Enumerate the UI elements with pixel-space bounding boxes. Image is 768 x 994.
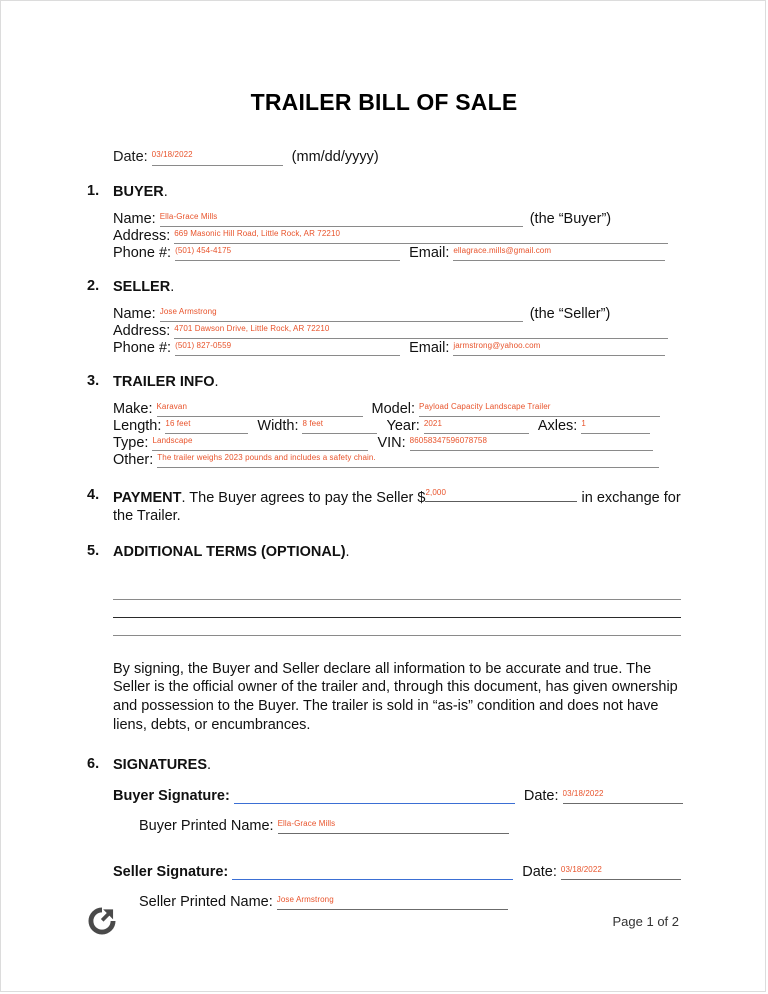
seller-name-tail: (the “Seller”) <box>529 306 611 322</box>
section-payment <box>87 487 681 526</box>
buyer-phone-value: (501) 454-4175 <box>175 246 232 255</box>
seller-fields <box>87 306 681 356</box>
payment-text-before: . The Buyer agrees to pay the Seller $ <box>181 490 426 506</box>
section-additional-terms <box>87 543 681 561</box>
trailer-width-label: Width: <box>257 418 299 434</box>
buyer-phone-field[interactable] <box>175 245 400 261</box>
trailer-make-field[interactable] <box>157 401 363 417</box>
declaration-text: By signing, the Buyer and Seller declare all information to be accurate and true. The Seller is the official owner of the trailer and, through this document, has given ownership and possession to the Buyer. The trailer is sold in “as-is” condition and does not have liens, debts, or encumbrances. <box>113 660 678 733</box>
page-number: Page 1 of 2 <box>612 913 679 929</box>
buyer-email-label: Email: <box>409 245 450 261</box>
circular-arrow-logo-icon <box>87 906 117 936</box>
seller-signature-date-field[interactable] <box>561 864 681 880</box>
trailer-year-label: Year: <box>386 418 420 434</box>
additional-terms-line-3[interactable] <box>113 618 681 636</box>
seller-name-row <box>113 306 681 322</box>
buyer-signature-row <box>113 788 681 804</box>
buyer-name-row <box>113 211 681 227</box>
section-seller <box>87 278 681 296</box>
seller-name-field[interactable] <box>160 306 523 322</box>
section-heading-seller: SELLER. <box>113 279 175 295</box>
seller-email-field[interactable] <box>453 340 665 356</box>
trailer-make-label: Make: <box>113 401 153 417</box>
seller-name-label: Name: <box>113 306 156 322</box>
trailer-axles-field[interactable] <box>581 418 650 434</box>
seller-signature-label: Seller Signature: <box>113 864 229 881</box>
trailer-length-value: 16 feet <box>165 419 191 428</box>
buyer-name-tail: (the “Buyer”) <box>529 211 612 227</box>
seller-address-value: 4701 Dawson Drive, Little Rock, AR 72210 <box>174 324 330 333</box>
trailer-type-value: Landscape <box>152 436 193 445</box>
section-number-payment: 4. <box>87 487 100 503</box>
date-row <box>87 149 681 166</box>
section-heading-trailer: TRAILER INFO. <box>113 374 219 390</box>
trailer-vin-value: 86058347596078758 <box>409 436 488 445</box>
trailer-year-value: 2021 <box>423 419 443 428</box>
trailer-length-field[interactable] <box>165 418 248 434</box>
payment-paragraph <box>113 487 681 526</box>
trailer-axles-label: Axles: <box>537 418 578 434</box>
trailer-model-label: Model: <box>371 401 416 417</box>
section-heading-signatures: SIGNATURES. <box>113 757 212 774</box>
trailer-length-label: Length: <box>113 418 162 434</box>
trailer-other-label: Other: <box>113 452 154 468</box>
buyer-printed-name-label: Buyer Printed Name: <box>139 818 274 835</box>
trailer-model-value: Payload Capacity Landscape Trailer <box>419 402 551 411</box>
trailer-vin-label: VIN: <box>377 435 406 451</box>
trailer-type-vin-row <box>113 435 681 451</box>
trailer-fields <box>87 401 681 468</box>
buyer-fields <box>87 211 681 261</box>
seller-phone-label: Phone #: <box>113 340 172 356</box>
section-buyer <box>87 183 681 201</box>
date-field[interactable] <box>152 149 283 166</box>
buyer-signature-date-label: Date: <box>523 788 559 805</box>
page-title: TRAILER BILL OF SALE <box>250 89 518 115</box>
buyer-name-value: Ella-Grace Mills <box>159 212 218 221</box>
buyer-contact-row <box>113 245 681 261</box>
seller-phone-field[interactable] <box>175 340 400 356</box>
section-number-signatures: 6. <box>87 756 100 773</box>
seller-address-row <box>113 323 681 339</box>
page-footer <box>87 906 679 936</box>
seller-signature-date-label: Date: <box>522 864 557 881</box>
trailer-other-row <box>113 452 681 468</box>
seller-phone-value: (501) 827-0559 <box>175 341 232 350</box>
seller-printed-name-label: Seller Printed Name: <box>139 894 273 911</box>
seller-email-label: Email: <box>409 340 450 356</box>
buyer-phone-label: Phone #: <box>113 245 172 261</box>
buyer-address-value: 669 Masonic Hill Road, Little Rock, AR 72210 <box>174 229 341 238</box>
seller-signature-date-value: 03/18/2022 <box>560 865 602 875</box>
date-label: Date: <box>113 149 148 165</box>
buyer-address-label: Address: <box>113 228 171 244</box>
seller-printed-name-value: Jose Armstrong <box>276 895 334 905</box>
seller-signature-row <box>113 864 681 880</box>
section-signatures <box>87 756 681 774</box>
trailer-width-field[interactable] <box>302 418 377 434</box>
seller-signature-field[interactable] <box>232 864 513 880</box>
trailer-year-field[interactable] <box>424 418 529 434</box>
additional-terms-line-2[interactable] <box>113 600 681 618</box>
section-number-trailer: 3. <box>87 373 100 389</box>
buyer-name-field[interactable] <box>160 211 523 227</box>
buyer-name-label: Name: <box>113 211 156 227</box>
trailer-make-value: Karavan <box>156 402 187 411</box>
payment-amount-value: 2,000 <box>425 487 446 497</box>
trailer-other-value: The trailer weighs 2023 pounds and includes a safety chain. <box>157 453 376 462</box>
buyer-email-value: ellagrace.mills@gmail.com <box>453 246 552 255</box>
trailer-dimensions-row <box>113 418 681 434</box>
seller-contact-row <box>113 340 681 356</box>
trailer-make-model-row <box>113 401 681 417</box>
payment-heading: PAYMENT <box>113 490 182 506</box>
buyer-signature-date-value: 03/18/2022 <box>562 789 604 799</box>
seller-name-value: Jose Armstrong <box>159 307 217 316</box>
section-heading-buyer: BUYER. <box>113 184 168 200</box>
seller-address-field[interactable] <box>174 323 668 339</box>
trailer-type-field[interactable] <box>152 435 368 451</box>
buyer-printed-name-field[interactable] <box>278 818 509 834</box>
date-format-hint: (mm/dd/yyyy) <box>291 149 379 165</box>
document-body <box>87 1 681 910</box>
buyer-printed-name-value: Ella-Grace Mills <box>277 819 336 829</box>
trailer-other-field[interactable] <box>157 452 659 468</box>
additional-terms-line-1[interactable] <box>113 582 681 600</box>
section-trailer-info <box>87 373 681 391</box>
trailer-model-field[interactable] <box>419 401 660 417</box>
trailer-vin-field[interactable] <box>410 435 653 451</box>
buyer-signature-field[interactable] <box>234 788 515 804</box>
payment-amount-field[interactable] <box>425 487 577 502</box>
buyer-signature-block <box>87 788 681 834</box>
date-value: 03/18/2022 <box>151 150 193 159</box>
buyer-email-field[interactable] <box>453 245 665 261</box>
additional-terms-lines <box>87 582 681 636</box>
trailer-type-label: Type: <box>113 435 149 451</box>
buyer-address-field[interactable] <box>174 228 668 244</box>
seller-signature-block <box>87 864 681 910</box>
payment-text-after: in exchange for the Trailer. <box>113 490 681 525</box>
section-number-buyer: 1. <box>87 183 100 199</box>
buyer-signature-date-field[interactable] <box>563 788 683 804</box>
section-number-seller: 2. <box>87 278 100 294</box>
seller-address-label: Address: <box>113 323 171 339</box>
section-number-terms: 5. <box>87 542 100 559</box>
buyer-signature-label: Buyer Signature: <box>113 788 230 805</box>
trailer-axles-value: 1 <box>581 419 586 428</box>
section-heading-terms: ADDITIONAL TERMS (OPTIONAL). <box>113 543 350 560</box>
seller-email-value: jarmstrong@yahoo.com <box>453 341 541 350</box>
trailer-width-value: 8 feet <box>302 419 324 428</box>
buyer-printed-name-row <box>113 818 681 834</box>
buyer-address-row <box>113 228 681 244</box>
